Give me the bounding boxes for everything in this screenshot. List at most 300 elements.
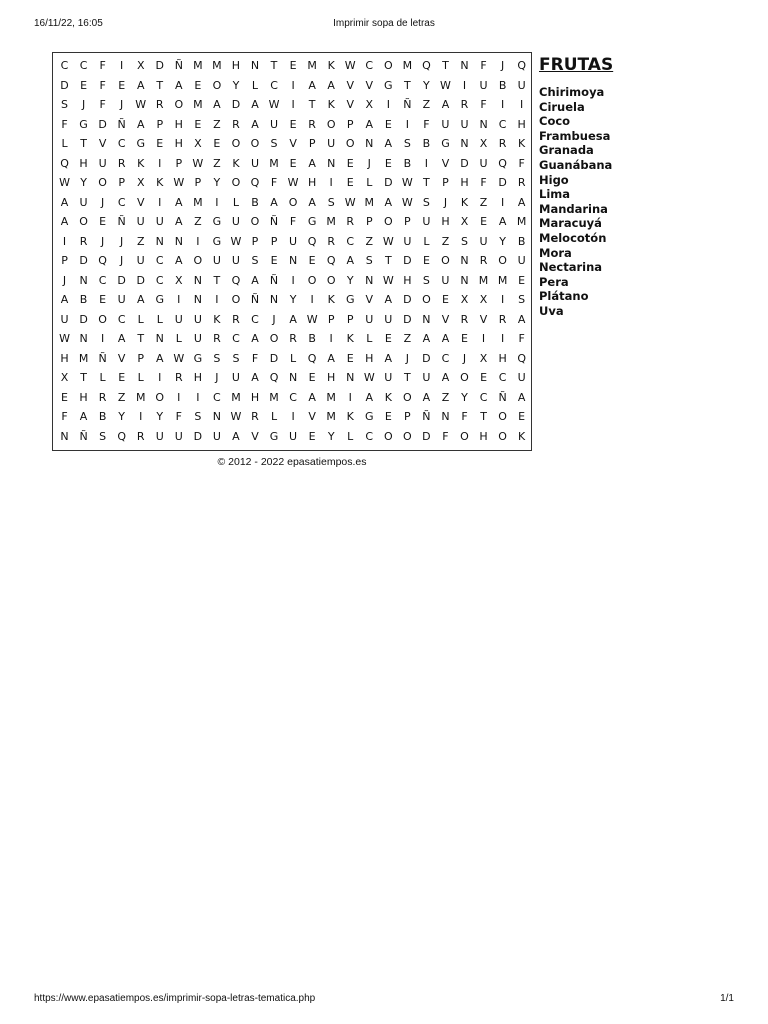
- grid-cell[interactable]: F: [480, 176, 487, 190]
- grid-cell[interactable]: H: [60, 351, 69, 365]
- grid-cell[interactable]: E: [384, 332, 392, 346]
- grid-cell[interactable]: U: [479, 78, 488, 92]
- grid-cell[interactable]: O: [345, 137, 355, 151]
- grid-cell[interactable]: W: [230, 234, 242, 248]
- grid-cell[interactable]: P: [156, 117, 164, 131]
- grid-cell[interactable]: I: [158, 156, 162, 170]
- grid-cell[interactable]: D: [384, 176, 393, 190]
- grid-cell[interactable]: A: [232, 429, 240, 443]
- grid-cell[interactable]: G: [441, 137, 450, 151]
- grid-cell[interactable]: E: [289, 156, 297, 170]
- grid-cell[interactable]: C: [117, 312, 126, 326]
- grid-cell[interactable]: D: [460, 156, 469, 170]
- grid-cell[interactable]: V: [441, 312, 450, 326]
- grid-cell[interactable]: U: [517, 254, 526, 268]
- grid-cell[interactable]: U: [212, 429, 221, 443]
- grid-cell[interactable]: Q: [98, 254, 107, 268]
- grid-cell[interactable]: A: [136, 117, 145, 131]
- grid-cell[interactable]: E: [346, 156, 354, 170]
- grid-cell[interactable]: I: [158, 195, 162, 209]
- grid-cell[interactable]: U: [403, 234, 412, 248]
- grid-cell[interactable]: A: [441, 371, 450, 385]
- grid-cell[interactable]: A: [175, 215, 183, 229]
- grid-cell[interactable]: I: [405, 117, 409, 131]
- grid-cell[interactable]: A: [136, 293, 145, 307]
- grid-cell[interactable]: P: [404, 410, 411, 424]
- grid-cell[interactable]: V: [365, 78, 374, 92]
- grid-cell[interactable]: U: [231, 371, 240, 385]
- grid-cell[interactable]: G: [155, 293, 165, 307]
- grid-cell[interactable]: O: [288, 195, 298, 209]
- grid-cell[interactable]: R: [136, 429, 145, 443]
- grid-cell[interactable]: D: [60, 78, 69, 92]
- grid-cell[interactable]: Ñ: [403, 98, 412, 112]
- grid-cell[interactable]: O: [98, 312, 107, 326]
- grid-cell[interactable]: V: [308, 410, 316, 424]
- grid-cell[interactable]: H: [193, 371, 202, 385]
- grid-cell[interactable]: W: [363, 371, 375, 385]
- grid-cell[interactable]: A: [422, 390, 431, 404]
- grid-cell[interactable]: G: [193, 351, 203, 365]
- grid-cell[interactable]: B: [79, 293, 88, 307]
- grid-cell[interactable]: H: [307, 176, 317, 190]
- grid-cell[interactable]: O: [498, 254, 507, 268]
- grid-cell[interactable]: U: [327, 137, 336, 151]
- grid-cell[interactable]: O: [231, 137, 241, 151]
- grid-cell[interactable]: N: [250, 59, 260, 73]
- grid-cell[interactable]: O: [193, 254, 203, 268]
- grid-cell[interactable]: E: [213, 137, 221, 151]
- grid-cell[interactable]: D: [269, 351, 279, 365]
- grid-cell[interactable]: W: [382, 273, 394, 287]
- grid-cell[interactable]: Z: [213, 117, 221, 131]
- grid-cell[interactable]: E: [480, 371, 488, 385]
- grid-cell[interactable]: I: [310, 293, 314, 307]
- grid-cell[interactable]: D: [403, 312, 412, 326]
- grid-cell[interactable]: Y: [232, 78, 240, 92]
- grid-cell[interactable]: L: [156, 312, 163, 326]
- grid-cell[interactable]: V: [117, 351, 126, 365]
- grid-cell[interactable]: E: [80, 78, 88, 92]
- grid-cell[interactable]: C: [155, 273, 164, 287]
- grid-cell[interactable]: U: [460, 117, 469, 131]
- grid-cell[interactable]: W: [192, 156, 204, 170]
- grid-cell[interactable]: T: [270, 59, 278, 73]
- grid-cell[interactable]: T: [442, 59, 449, 73]
- grid-cell[interactable]: W: [173, 176, 185, 190]
- grid-cell[interactable]: A: [517, 195, 526, 209]
- grid-cell[interactable]: U: [250, 156, 260, 170]
- grid-cell[interactable]: A: [175, 195, 183, 209]
- grid-cell[interactable]: Q: [517, 59, 526, 73]
- grid-cell[interactable]: K: [327, 98, 335, 112]
- grid-cell[interactable]: Q: [307, 234, 317, 248]
- grid-cell[interactable]: Ñ: [269, 215, 279, 229]
- grid-cell[interactable]: I: [291, 78, 295, 92]
- grid-cell[interactable]: I: [481, 332, 486, 346]
- grid-cell[interactable]: I: [196, 234, 200, 248]
- grid-cell[interactable]: M: [78, 351, 89, 365]
- grid-cell[interactable]: B: [422, 137, 431, 151]
- grid-cell[interactable]: D: [79, 312, 88, 326]
- grid-cell[interactable]: U: [155, 215, 164, 229]
- grid-cell[interactable]: F: [480, 59, 487, 73]
- grid-cell[interactable]: R: [498, 312, 507, 326]
- grid-cell[interactable]: J: [215, 371, 219, 385]
- grid-cell[interactable]: D: [231, 98, 241, 112]
- grid-cell[interactable]: H: [365, 351, 374, 365]
- grid-cell[interactable]: M: [402, 59, 413, 73]
- grid-cell[interactable]: J: [100, 234, 105, 248]
- grid-cell[interactable]: I: [177, 293, 181, 307]
- grid-cell[interactable]: X: [479, 137, 488, 151]
- grid-cell[interactable]: W: [287, 176, 299, 190]
- grid-cell[interactable]: K: [384, 390, 392, 404]
- grid-cell[interactable]: I: [500, 195, 505, 209]
- grid-cell[interactable]: M: [231, 390, 241, 404]
- grid-cell[interactable]: M: [326, 215, 336, 229]
- grid-cell[interactable]: Z: [441, 390, 450, 404]
- grid-cell[interactable]: R: [460, 98, 469, 112]
- grid-cell[interactable]: V: [365, 293, 374, 307]
- grid-cell[interactable]: H: [441, 215, 450, 229]
- grid-cell[interactable]: A: [308, 78, 316, 92]
- grid-cell[interactable]: F: [99, 59, 106, 73]
- grid-cell[interactable]: C: [79, 59, 88, 73]
- grid-cell[interactable]: Q: [117, 429, 126, 443]
- grid-cell[interactable]: S: [232, 351, 240, 365]
- grid-cell[interactable]: U: [289, 234, 298, 248]
- grid-cell[interactable]: L: [270, 410, 278, 424]
- grid-cell[interactable]: X: [365, 98, 374, 112]
- grid-cell[interactable]: V: [98, 137, 107, 151]
- grid-cell[interactable]: N: [365, 137, 374, 151]
- grid-cell[interactable]: A: [517, 312, 526, 326]
- grid-cell[interactable]: I: [500, 293, 505, 307]
- grid-cell[interactable]: I: [177, 390, 181, 404]
- grid-cell[interactable]: F: [270, 176, 278, 190]
- grid-cell[interactable]: T: [404, 78, 411, 92]
- grid-cell[interactable]: Z: [194, 215, 202, 229]
- grid-cell[interactable]: U: [422, 371, 431, 385]
- grid-cell[interactable]: X: [479, 351, 488, 365]
- grid-cell[interactable]: E: [194, 117, 202, 131]
- grid-cell[interactable]: N: [288, 254, 298, 268]
- grid-cell[interactable]: M: [326, 390, 336, 404]
- grid-cell[interactable]: C: [270, 78, 278, 92]
- grid-cell[interactable]: A: [79, 410, 88, 424]
- grid-cell[interactable]: W: [135, 98, 147, 112]
- grid-cell[interactable]: S: [422, 195, 430, 209]
- grid-cell[interactable]: S: [327, 195, 335, 209]
- grid-cell[interactable]: S: [461, 234, 468, 248]
- grid-cell[interactable]: F: [61, 410, 68, 424]
- grid-cell[interactable]: Q: [269, 371, 279, 385]
- grid-cell[interactable]: P: [270, 234, 278, 248]
- grid-cell[interactable]: U: [422, 215, 431, 229]
- grid-cell[interactable]: C: [365, 429, 374, 443]
- grid-cell[interactable]: A: [498, 215, 507, 229]
- grid-cell[interactable]: A: [251, 117, 259, 131]
- grid-cell[interactable]: U: [193, 312, 202, 326]
- grid-cell[interactable]: R: [460, 312, 469, 326]
- grid-cell[interactable]: P: [251, 234, 259, 248]
- grid-cell[interactable]: M: [135, 390, 146, 404]
- grid-cell[interactable]: R: [117, 156, 126, 170]
- grid-cell[interactable]: L: [61, 137, 68, 151]
- grid-cell[interactable]: X: [460, 293, 469, 307]
- grid-cell[interactable]: M: [307, 59, 317, 73]
- grid-cell[interactable]: L: [137, 371, 144, 385]
- grid-cell[interactable]: X: [479, 293, 488, 307]
- grid-cell[interactable]: O: [498, 410, 507, 424]
- grid-cell[interactable]: T: [308, 98, 316, 112]
- grid-cell[interactable]: J: [81, 98, 86, 112]
- grid-cell[interactable]: P: [61, 254, 68, 268]
- grid-cell[interactable]: C: [498, 117, 507, 131]
- grid-cell[interactable]: W: [344, 195, 356, 209]
- grid-cell[interactable]: L: [99, 371, 106, 385]
- grid-cell[interactable]: R: [213, 332, 221, 346]
- grid-cell[interactable]: H: [79, 390, 88, 404]
- grid-cell[interactable]: U: [136, 215, 145, 229]
- grid-cell[interactable]: H: [460, 176, 469, 190]
- grid-cell[interactable]: E: [384, 410, 392, 424]
- grid-cell[interactable]: E: [289, 117, 297, 131]
- grid-cell[interactable]: N: [60, 429, 69, 443]
- grid-cell[interactable]: N: [155, 332, 164, 346]
- grid-cell[interactable]: O: [403, 429, 412, 443]
- grid-cell[interactable]: L: [366, 176, 373, 190]
- grid-cell[interactable]: E: [289, 59, 297, 73]
- grid-cell[interactable]: S: [194, 410, 202, 424]
- grid-cell[interactable]: W: [59, 332, 70, 346]
- grid-cell[interactable]: C: [479, 390, 488, 404]
- grid-cell[interactable]: M: [326, 410, 336, 424]
- grid-cell[interactable]: S: [251, 254, 259, 268]
- grid-cell[interactable]: U: [136, 254, 145, 268]
- grid-cell[interactable]: T: [80, 137, 87, 151]
- grid-cell[interactable]: W: [173, 351, 185, 365]
- grid-cell[interactable]: G: [307, 215, 317, 229]
- grid-cell[interactable]: X: [194, 137, 202, 151]
- grid-cell[interactable]: Q: [231, 273, 241, 287]
- grid-cell[interactable]: P: [442, 176, 449, 190]
- grid-cell[interactable]: C: [289, 390, 297, 404]
- grid-cell[interactable]: O: [383, 59, 393, 73]
- grid-cell[interactable]: U: [212, 254, 221, 268]
- grid-cell[interactable]: A: [270, 195, 278, 209]
- grid-cell[interactable]: K: [518, 429, 526, 443]
- grid-cell[interactable]: A: [251, 332, 259, 346]
- grid-cell[interactable]: K: [327, 293, 335, 307]
- grid-cell[interactable]: Ñ: [498, 390, 507, 404]
- grid-cell[interactable]: R: [479, 254, 488, 268]
- grid-cell[interactable]: K: [327, 59, 335, 73]
- grid-cell[interactable]: R: [79, 234, 88, 248]
- grid-cell[interactable]: H: [517, 117, 526, 131]
- grid-cell[interactable]: I: [424, 156, 429, 170]
- grid-cell[interactable]: N: [288, 371, 298, 385]
- grid-cell[interactable]: E: [61, 390, 68, 404]
- grid-cell[interactable]: V: [136, 195, 145, 209]
- grid-cell[interactable]: G: [79, 117, 88, 131]
- grid-cell[interactable]: W: [344, 59, 356, 73]
- grid-cell[interactable]: K: [213, 312, 221, 326]
- grid-cell[interactable]: K: [156, 176, 164, 190]
- grid-cell[interactable]: O: [250, 215, 260, 229]
- grid-cell[interactable]: O: [460, 371, 469, 385]
- grid-cell[interactable]: O: [79, 215, 88, 229]
- grid-cell[interactable]: Q: [498, 156, 507, 170]
- grid-cell[interactable]: Z: [403, 332, 412, 346]
- grid-cell[interactable]: T: [404, 371, 411, 385]
- grid-cell[interactable]: L: [290, 351, 297, 365]
- grid-cell[interactable]: O: [231, 176, 241, 190]
- grid-cell[interactable]: O: [403, 390, 412, 404]
- grid-cell[interactable]: N: [193, 273, 202, 287]
- grid-cell[interactable]: A: [60, 293, 69, 307]
- grid-cell[interactable]: C: [98, 273, 107, 287]
- grid-cell[interactable]: R: [517, 176, 526, 190]
- grid-cell[interactable]: Ñ: [98, 351, 107, 365]
- grid-cell[interactable]: J: [405, 351, 409, 365]
- grid-cell[interactable]: F: [175, 410, 182, 424]
- grid-cell[interactable]: X: [136, 176, 145, 190]
- grid-cell[interactable]: U: [384, 312, 393, 326]
- grid-cell[interactable]: V: [441, 156, 450, 170]
- grid-cell[interactable]: N: [422, 312, 431, 326]
- grid-cell[interactable]: X: [60, 371, 69, 385]
- grid-cell[interactable]: F: [480, 98, 487, 112]
- grid-cell[interactable]: A: [384, 195, 393, 209]
- grid-cell[interactable]: E: [518, 273, 526, 287]
- grid-cell[interactable]: S: [213, 351, 221, 365]
- grid-cell[interactable]: F: [99, 78, 106, 92]
- grid-cell[interactable]: M: [497, 273, 508, 287]
- grid-cell[interactable]: C: [365, 59, 374, 73]
- grid-cell[interactable]: O: [174, 98, 184, 112]
- grid-cell[interactable]: H: [479, 429, 488, 443]
- grid-cell[interactable]: O: [326, 273, 336, 287]
- grid-cell[interactable]: C: [117, 195, 126, 209]
- grid-cell[interactable]: P: [175, 156, 183, 170]
- grid-cell[interactable]: M: [212, 59, 222, 73]
- grid-cell[interactable]: C: [60, 59, 69, 73]
- grid-cell[interactable]: O: [250, 137, 260, 151]
- grid-cell[interactable]: C: [346, 234, 355, 248]
- grid-cell[interactable]: J: [443, 195, 448, 209]
- grid-cell[interactable]: U: [174, 312, 183, 326]
- grid-cell[interactable]: A: [213, 98, 221, 112]
- grid-cell[interactable]: A: [346, 254, 354, 268]
- grid-cell[interactable]: K: [137, 156, 145, 170]
- footer-url[interactable]: https://www.epasatiempos.es/imprimir-sopa-letras-tematica.php: [34, 993, 316, 1004]
- grid-cell[interactable]: Y: [423, 78, 430, 92]
- grid-cell[interactable]: W: [306, 312, 318, 326]
- grid-cell[interactable]: M: [478, 273, 489, 287]
- grid-cell[interactable]: E: [441, 293, 449, 307]
- grid-cell[interactable]: P: [404, 215, 411, 229]
- grid-cell[interactable]: O: [212, 78, 222, 92]
- grid-cell[interactable]: K: [460, 195, 469, 209]
- grid-cell[interactable]: E: [118, 78, 126, 92]
- grid-cell[interactable]: C: [498, 371, 507, 385]
- grid-cell[interactable]: O: [383, 215, 393, 229]
- grid-cell[interactable]: I: [348, 390, 352, 404]
- grid-cell[interactable]: U: [174, 429, 183, 443]
- grid-cell[interactable]: N: [460, 59, 469, 73]
- grid-cell[interactable]: H: [79, 156, 88, 170]
- grid-cell[interactable]: E: [99, 215, 107, 229]
- grid-cell[interactable]: I: [386, 98, 390, 112]
- grid-cell[interactable]: G: [269, 429, 279, 443]
- grid-cell[interactable]: A: [365, 390, 374, 404]
- grid-cell[interactable]: U: [270, 117, 279, 131]
- grid-cell[interactable]: U: [441, 273, 450, 287]
- grid-cell[interactable]: Y: [80, 176, 87, 190]
- grid-cell[interactable]: E: [308, 429, 316, 443]
- grid-cell[interactable]: S: [422, 273, 430, 287]
- grid-cell[interactable]: O: [98, 176, 107, 190]
- grid-cell[interactable]: F: [442, 429, 449, 443]
- grid-cell[interactable]: Ñ: [422, 410, 431, 424]
- grid-cell[interactable]: Q: [422, 59, 431, 73]
- grid-cell[interactable]: D: [498, 176, 507, 190]
- grid-cell[interactable]: I: [291, 410, 295, 424]
- grid-cell[interactable]: F: [99, 98, 106, 112]
- grid-cell[interactable]: A: [155, 351, 164, 365]
- grid-cell[interactable]: R: [98, 390, 107, 404]
- grid-cell[interactable]: H: [498, 351, 507, 365]
- grid-cell[interactable]: B: [517, 234, 526, 248]
- grid-cell[interactable]: V: [251, 429, 259, 443]
- grid-cell[interactable]: C: [441, 351, 450, 365]
- grid-cell[interactable]: A: [251, 98, 259, 112]
- grid-cell[interactable]: G: [345, 293, 355, 307]
- grid-cell[interactable]: R: [174, 371, 183, 385]
- grid-cell[interactable]: W: [268, 98, 280, 112]
- grid-cell[interactable]: Y: [461, 390, 468, 404]
- grid-cell[interactable]: H: [250, 390, 260, 404]
- grid-cell[interactable]: G: [212, 215, 222, 229]
- grid-cell[interactable]: W: [401, 195, 413, 209]
- grid-cell[interactable]: A: [517, 390, 526, 404]
- grid-cell[interactable]: U: [365, 312, 374, 326]
- grid-cell[interactable]: R: [251, 410, 259, 424]
- grid-cell[interactable]: U: [479, 156, 488, 170]
- grid-cell[interactable]: H: [403, 273, 412, 287]
- grid-cell[interactable]: A: [289, 312, 297, 326]
- grid-cell[interactable]: E: [480, 215, 488, 229]
- grid-cell[interactable]: U: [79, 195, 88, 209]
- grid-cell[interactable]: Z: [117, 390, 126, 404]
- grid-cell[interactable]: H: [174, 117, 183, 131]
- grid-cell[interactable]: U: [384, 371, 393, 385]
- grid-cell[interactable]: Ñ: [117, 215, 126, 229]
- grid-cell[interactable]: O: [460, 429, 469, 443]
- grid-cell[interactable]: C: [232, 332, 240, 346]
- grid-cell[interactable]: Y: [327, 429, 335, 443]
- grid-cell[interactable]: Y: [213, 176, 221, 190]
- grid-cell[interactable]: E: [384, 156, 392, 170]
- grid-cell[interactable]: F: [518, 332, 525, 346]
- grid-cell[interactable]: U: [155, 429, 164, 443]
- grid-cell[interactable]: Ñ: [117, 117, 126, 131]
- grid-cell[interactable]: D: [403, 293, 412, 307]
- grid-cell[interactable]: N: [441, 410, 450, 424]
- grid-cell[interactable]: L: [347, 429, 354, 443]
